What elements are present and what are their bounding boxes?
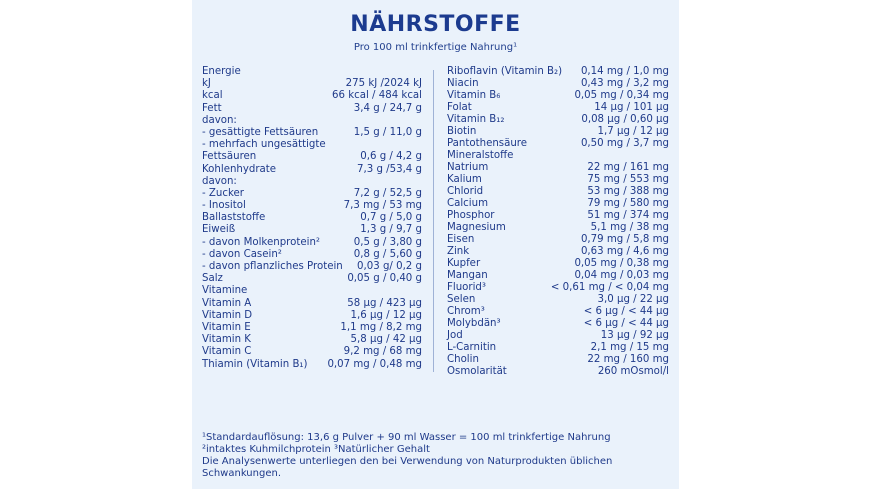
- nutrient-value: 7,3 g /53,4 g: [357, 163, 422, 175]
- nutrient-label: Natrium: [447, 162, 489, 173]
- nutrient-value: 66 kcal / 484 kcal: [332, 90, 422, 102]
- nutrient-row: [447, 306, 669, 318]
- nutrient-row: [202, 249, 422, 261]
- nutrient-value: < 0,61 mg / < 0,04 mg: [550, 282, 669, 293]
- nutrient-label: - davon Molkenprotein²: [202, 236, 320, 248]
- nutrient-label: Niacin: [447, 78, 479, 89]
- nutrient-row: [202, 273, 422, 285]
- nutrient-label: - Zucker: [202, 187, 244, 199]
- nutrient-label: Eiweiß: [202, 224, 236, 236]
- nutrient-label: Fluorid³: [447, 282, 486, 293]
- nutrient-value: 3,4 g / 24,7 g: [353, 102, 422, 114]
- nutrient-label: Biotin: [447, 126, 477, 137]
- nutrient-value: 0,6 g / 4,2 g: [360, 151, 422, 163]
- footnote-line: ¹Standardauflösung: 13,6 g Pulver + 90 ml Wasser = 100 ml trinkfertige Nahrung: [202, 432, 611, 443]
- nutrient-value: 0,05 g / 0,40 g: [347, 273, 422, 285]
- nutrient-value: 14 µg / 101 µg: [594, 102, 669, 113]
- nutrient-label: Ballaststoffe: [202, 212, 266, 224]
- nutrient-label: Vitamin B₆: [447, 90, 501, 101]
- nutrient-label: Vitamin C: [202, 346, 252, 358]
- nutrient-row: [447, 174, 669, 186]
- nutrient-row: [447, 150, 669, 162]
- nutrient-value: 2,1 mg / 15 mg: [590, 342, 669, 353]
- nutrient-label: Cholin: [447, 354, 479, 365]
- nutrient-row: [202, 127, 422, 139]
- nutrient-row: [202, 188, 422, 200]
- nutrient-row: [202, 334, 422, 346]
- nutrient-label: Thiamin (Vitamin B₁): [202, 358, 308, 370]
- nutrient-value: 260 mOsmol/l: [597, 366, 669, 377]
- nutrient-value: 51 mg / 374 mg: [587, 210, 669, 221]
- nutrient-value: 1,3 g / 9,7 g: [360, 224, 422, 236]
- nutrient-label: - davon pflanzliches Protein: [202, 261, 343, 272]
- nutrient-row: [447, 90, 669, 102]
- nutrient-value: 0,7 g / 5,0 g: [360, 212, 422, 224]
- nutrient-value: 0,5 g / 3,80 g: [353, 236, 422, 248]
- nutrient-row: [202, 237, 422, 249]
- nutrient-label: Chlorid: [447, 186, 484, 197]
- nutrient-row: [447, 234, 669, 246]
- nutrient-label: - Inositol: [202, 200, 246, 212]
- nutrient-row: [202, 298, 422, 310]
- nutrient-table-left: [202, 66, 422, 371]
- nutrient-label: Osmolarität: [447, 366, 507, 377]
- nutrient-row: [447, 294, 669, 306]
- nutrient-value: 7,2 g / 52,5 g: [353, 187, 422, 199]
- nutrient-label: Molybdän³: [447, 318, 501, 329]
- nutrient-label: davon:: [202, 114, 237, 126]
- nutrient-value: < 6 µg / < 44 µg: [583, 306, 669, 317]
- nutrient-value: 58 µg / 423 µg: [347, 297, 422, 309]
- nutrient-row: [202, 164, 422, 176]
- nutrient-row: [447, 354, 669, 366]
- nutrient-value: 0,08 µg / 0,60 µg: [581, 114, 669, 125]
- nutrient-row: [202, 200, 422, 212]
- page-subtitle: Pro 100 ml trinkfertige Nahrung¹: [353, 42, 518, 53]
- nutrient-value: 22 mg / 160 mg: [587, 354, 669, 365]
- nutrient-row: [202, 103, 422, 115]
- nutrient-value: 22 mg / 161 mg: [587, 162, 669, 173]
- nutrient-value: 13 µg / 92 µg: [600, 330, 669, 341]
- nutrient-value: 0,04 mg / 0,03 mg: [574, 270, 669, 281]
- nutrient-row: [202, 285, 422, 297]
- nutrient-label: Vitamine: [202, 285, 248, 297]
- nutrient-row: [447, 270, 669, 282]
- nutrient-label: Mineralstoffe: [447, 150, 514, 161]
- nutrient-row: [447, 366, 669, 378]
- nutrient-row: [447, 66, 669, 78]
- nutrient-row: [202, 212, 422, 224]
- nutrient-row: [447, 258, 669, 270]
- nutrient-value: 0,8 g / 5,60 g: [353, 248, 422, 260]
- nutrient-label: Kalium: [447, 174, 482, 185]
- nutrient-row: [202, 310, 422, 322]
- nutrient-value: 53 mg / 388 mg: [587, 186, 669, 197]
- nutrient-row: [447, 102, 669, 114]
- nutrient-row: [202, 261, 422, 273]
- nutrient-label: Fettsäuren: [202, 151, 257, 163]
- nutrient-row: [447, 282, 669, 294]
- nutrient-row: [447, 330, 669, 342]
- nutrient-label: Fett: [202, 102, 222, 114]
- nutrient-label: Kupfer: [447, 258, 481, 269]
- nutrient-label: davon:: [202, 175, 237, 187]
- nutrient-label: Folat: [447, 102, 472, 113]
- nutrient-row: [202, 115, 422, 127]
- nutrient-table-right: [447, 66, 669, 378]
- nutrient-label: Kohlenhydrate: [202, 163, 277, 175]
- nutrient-label: Phosphor: [447, 210, 495, 221]
- nutrient-label: Jod: [447, 330, 463, 341]
- nutrient-label: Salz: [202, 273, 223, 285]
- nutrient-row: [447, 246, 669, 258]
- nutrient-value: 7,3 mg / 53 mg: [343, 200, 422, 212]
- nutrient-row: [202, 359, 422, 371]
- footnotes: [202, 432, 672, 480]
- nutrient-value: 1,1 mg / 8,2 mg: [340, 321, 422, 333]
- nutrient-label: Pantothensäure: [447, 138, 528, 149]
- nutrient-value: 0,79 mg / 5,8 mg: [580, 234, 669, 245]
- nutrition-panel: [192, 0, 679, 489]
- nutrient-row: [202, 322, 422, 334]
- nutrient-value: 5,8 µg / 42 µg: [350, 334, 422, 346]
- nutrient-label: kJ: [202, 78, 211, 90]
- nutrient-label: Eisen: [447, 234, 475, 245]
- nutrient-value: 1,6 µg / 12 µg: [350, 309, 422, 321]
- nutrient-row: [202, 78, 422, 90]
- nutrient-value: 0,50 mg / 3,7 mg: [580, 138, 669, 149]
- nutrient-label: - mehrfach ungesättigte: [202, 139, 326, 151]
- nutrient-label: Vitamin B₁₂: [447, 114, 505, 125]
- nutrient-row: [202, 224, 422, 236]
- nutrient-label: Vitamin K: [202, 334, 251, 346]
- nutrient-label: Mangan: [447, 270, 488, 281]
- nutrient-value: < 6 µg / < 44 µg: [583, 318, 669, 329]
- nutrient-row: [447, 162, 669, 174]
- nutrient-label: Vitamin A: [202, 297, 252, 309]
- nutrient-row: [202, 346, 422, 358]
- nutrient-label: Energie: [202, 66, 241, 77]
- nutrient-label: Selen: [447, 294, 476, 305]
- nutrient-label: Vitamin D: [202, 309, 253, 321]
- nutrient-label: - gesättigte Fettsäuren: [202, 126, 319, 138]
- nutrient-label: Calcium: [447, 198, 488, 209]
- nutrient-row: [447, 318, 669, 330]
- nutrient-label: L-Carnitin: [447, 342, 497, 353]
- nutrient-value: 9,2 mg / 68 mg: [343, 346, 422, 358]
- nutrient-row: [447, 222, 669, 234]
- nutrient-value: 79 mg / 580 mg: [587, 198, 669, 209]
- nutrient-label: kcal: [202, 90, 223, 102]
- nutrient-value: 0,14 mg / 1,0 mg: [580, 66, 669, 77]
- nutrient-label: - davon Casein²: [202, 248, 282, 260]
- nutrient-row: [447, 114, 669, 126]
- nutrient-label: Vitamin E: [202, 321, 251, 333]
- nutrient-row: [202, 151, 422, 163]
- nutrient-value: 0,03 g/ 0,2 g: [357, 261, 422, 272]
- nutrient-value: 0,43 mg / 3,2 mg: [580, 78, 669, 89]
- nutrient-row: [447, 138, 669, 150]
- nutrient-row: [447, 198, 669, 210]
- nutrient-row: [447, 210, 669, 222]
- nutrient-row: [447, 342, 669, 354]
- nutrient-label: Riboflavin (Vitamin B₂): [447, 66, 563, 77]
- nutrient-value: 1,5 g / 11,0 g: [353, 126, 422, 138]
- nutrient-row: [447, 126, 669, 138]
- column-divider: [433, 70, 434, 372]
- footnote-line: ²intaktes Kuhmilchprotein ³Natürlicher Gehalt: [202, 444, 430, 455]
- footnote-line: Schwankungen.: [202, 468, 282, 479]
- nutrient-label: Chrom³: [447, 306, 485, 317]
- nutrient-value: 1,7 µg / 12 µg: [597, 126, 669, 137]
- nutrient-row: [202, 139, 422, 151]
- nutrient-label: Magnesium: [447, 222, 506, 233]
- footnote-line: Die Analysenwerte unterliegen den bei Verwendung von Naturprodukten üblichen: [202, 456, 613, 467]
- page-title: NÄHRSTOFFE: [350, 12, 521, 37]
- nutrient-value: 0,05 mg / 0,38 mg: [574, 258, 669, 269]
- nutrient-row: [447, 186, 669, 198]
- nutrient-row: [202, 176, 422, 188]
- nutrient-row: [202, 90, 422, 102]
- nutrient-value: 0,63 mg / 4,6 mg: [580, 246, 669, 257]
- nutrient-value: 3,0 µg / 22 µg: [597, 294, 669, 305]
- nutrient-row: [447, 78, 669, 90]
- nutrient-label: Zink: [447, 246, 470, 257]
- nutrient-value: 0,05 mg / 0,34 mg: [574, 90, 669, 101]
- nutrient-value: 0,07 mg / 0,48 mg: [327, 358, 422, 370]
- nutrient-value: 275 kJ /2024 kJ: [345, 78, 422, 90]
- nutrient-row: [202, 66, 422, 78]
- nutrient-value: 5,1 mg / 38 mg: [590, 222, 669, 233]
- nutrient-value: 75 mg / 553 mg: [587, 174, 669, 185]
